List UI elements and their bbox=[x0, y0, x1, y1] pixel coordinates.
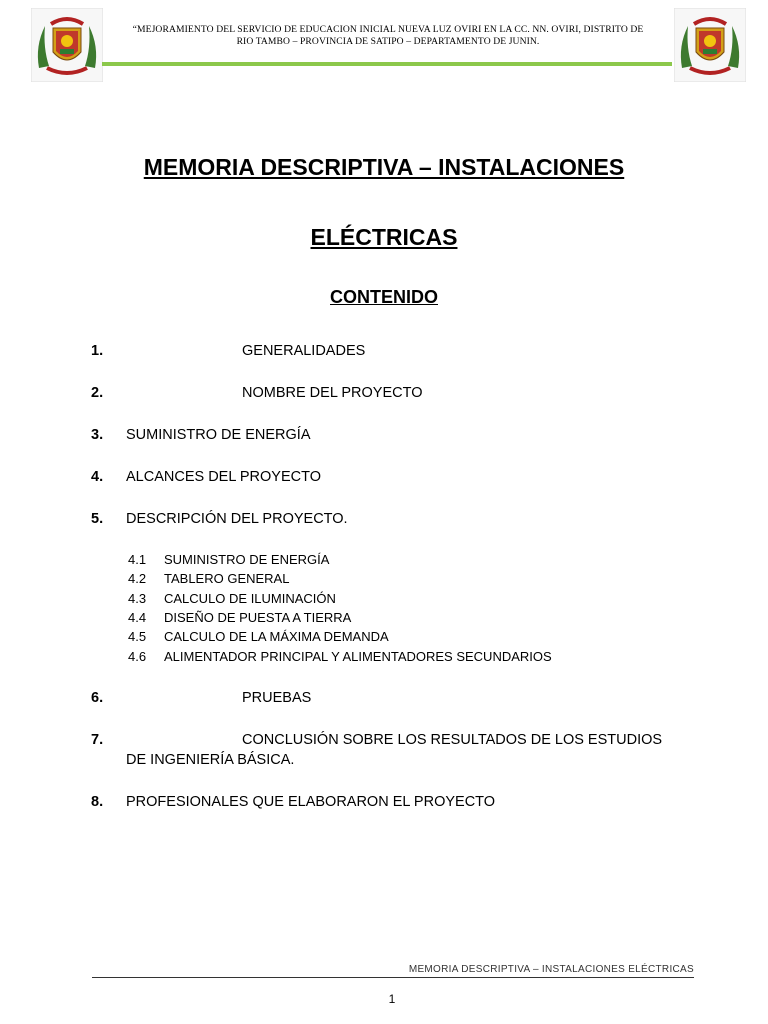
toc-subitem-text: CALCULO DE ILUMINACIÓN bbox=[164, 591, 336, 606]
page-number: 1 bbox=[388, 992, 396, 1006]
toc-item-text-continuation: DE INGENIERÍA BÁSICA. bbox=[126, 752, 295, 768]
toc-subitem bbox=[128, 591, 336, 606]
toc-subitem bbox=[128, 552, 329, 567]
toc-subitem bbox=[128, 629, 389, 644]
toc-item-number: 2. bbox=[91, 385, 104, 401]
header-divider bbox=[102, 62, 672, 66]
toc-subitem-number: 4.4 bbox=[128, 610, 147, 625]
toc-subitem-text: SUMINISTRO DE ENERGÍA bbox=[164, 552, 330, 567]
toc-item-text: SUMINISTRO DE ENERGÍA bbox=[126, 427, 311, 443]
footer-divider bbox=[92, 977, 694, 978]
toc-item-text: CONCLUSIÓN SOBRE LOS RESULTADOS DE LOS ESTUDIOS bbox=[242, 732, 663, 748]
toc-item-text: NOMBRE DEL PROYECTO bbox=[242, 385, 423, 401]
contents-heading: CONTENIDO bbox=[330, 287, 438, 307]
toc-item-text: ALCANCES DEL PROYECTO bbox=[126, 469, 321, 485]
header-line-1: “MEJORAMIENTO DEL SERVICIO DE EDUCACION INICIAL NUEVA LUZ OVIRI EN LA CC. NN. OVIRI, DISTRITO DE bbox=[132, 24, 644, 35]
toc-subitem-number: 4.3 bbox=[128, 591, 147, 606]
toc-item-number: 5. bbox=[91, 511, 104, 527]
toc-subitem bbox=[128, 610, 351, 625]
toc-subitem-number: 4.1 bbox=[128, 552, 147, 567]
toc-item-number: 8. bbox=[91, 794, 104, 810]
document-title: MEMORIA DESCRIPTIVA – INSTALACIONES bbox=[143, 154, 625, 180]
toc-item-text: PROFESIONALES QUE ELABORARON EL PROYECTO bbox=[126, 794, 496, 810]
toc-subitem bbox=[128, 571, 289, 586]
toc-item-number: 3. bbox=[91, 427, 104, 443]
toc-item-number: 4. bbox=[91, 469, 104, 485]
toc-subitem-number: 4.2 bbox=[128, 571, 147, 586]
toc-item-text: DESCRIPCIÓN DEL PROYECTO. bbox=[126, 511, 348, 527]
document-title-line-2: ELÉCTRICAS bbox=[310, 224, 458, 250]
toc-subitem-number: 4.6 bbox=[128, 649, 147, 664]
header-line-2: RIO TAMBO – PROVINCIA DE SATIPO – DEPARTAMENTO DE JUNIN. bbox=[236, 36, 540, 47]
toc-item-number: 6. bbox=[91, 690, 104, 706]
toc-subitem-text: TABLERO GENERAL bbox=[164, 571, 290, 586]
municipal-crest-icon bbox=[674, 8, 746, 82]
toc-item-number: 7. bbox=[91, 732, 104, 748]
toc-subitem-number: 4.5 bbox=[128, 629, 147, 644]
toc-subitem-text: DISEÑO DE PUESTA A TIERRA bbox=[164, 610, 352, 625]
footer-title: MEMORIA DESCRIPTIVA – INSTALACIONES ELÉCTRICAS bbox=[408, 964, 694, 975]
project-header bbox=[108, 24, 668, 48]
toc-subitem-text: ALIMENTADOR PRINCIPAL Y ALIMENTADORES SECUNDARIOS bbox=[164, 649, 552, 664]
toc-item-number: 1. bbox=[91, 343, 104, 359]
toc-item-text: PRUEBAS bbox=[242, 690, 312, 706]
municipal-crest-icon bbox=[31, 8, 103, 82]
toc-subitem-text: CALCULO DE LA MÁXIMA DEMANDA bbox=[164, 629, 389, 644]
toc-item-text: GENERALIDADES bbox=[242, 343, 366, 359]
toc-subitem bbox=[128, 649, 552, 664]
